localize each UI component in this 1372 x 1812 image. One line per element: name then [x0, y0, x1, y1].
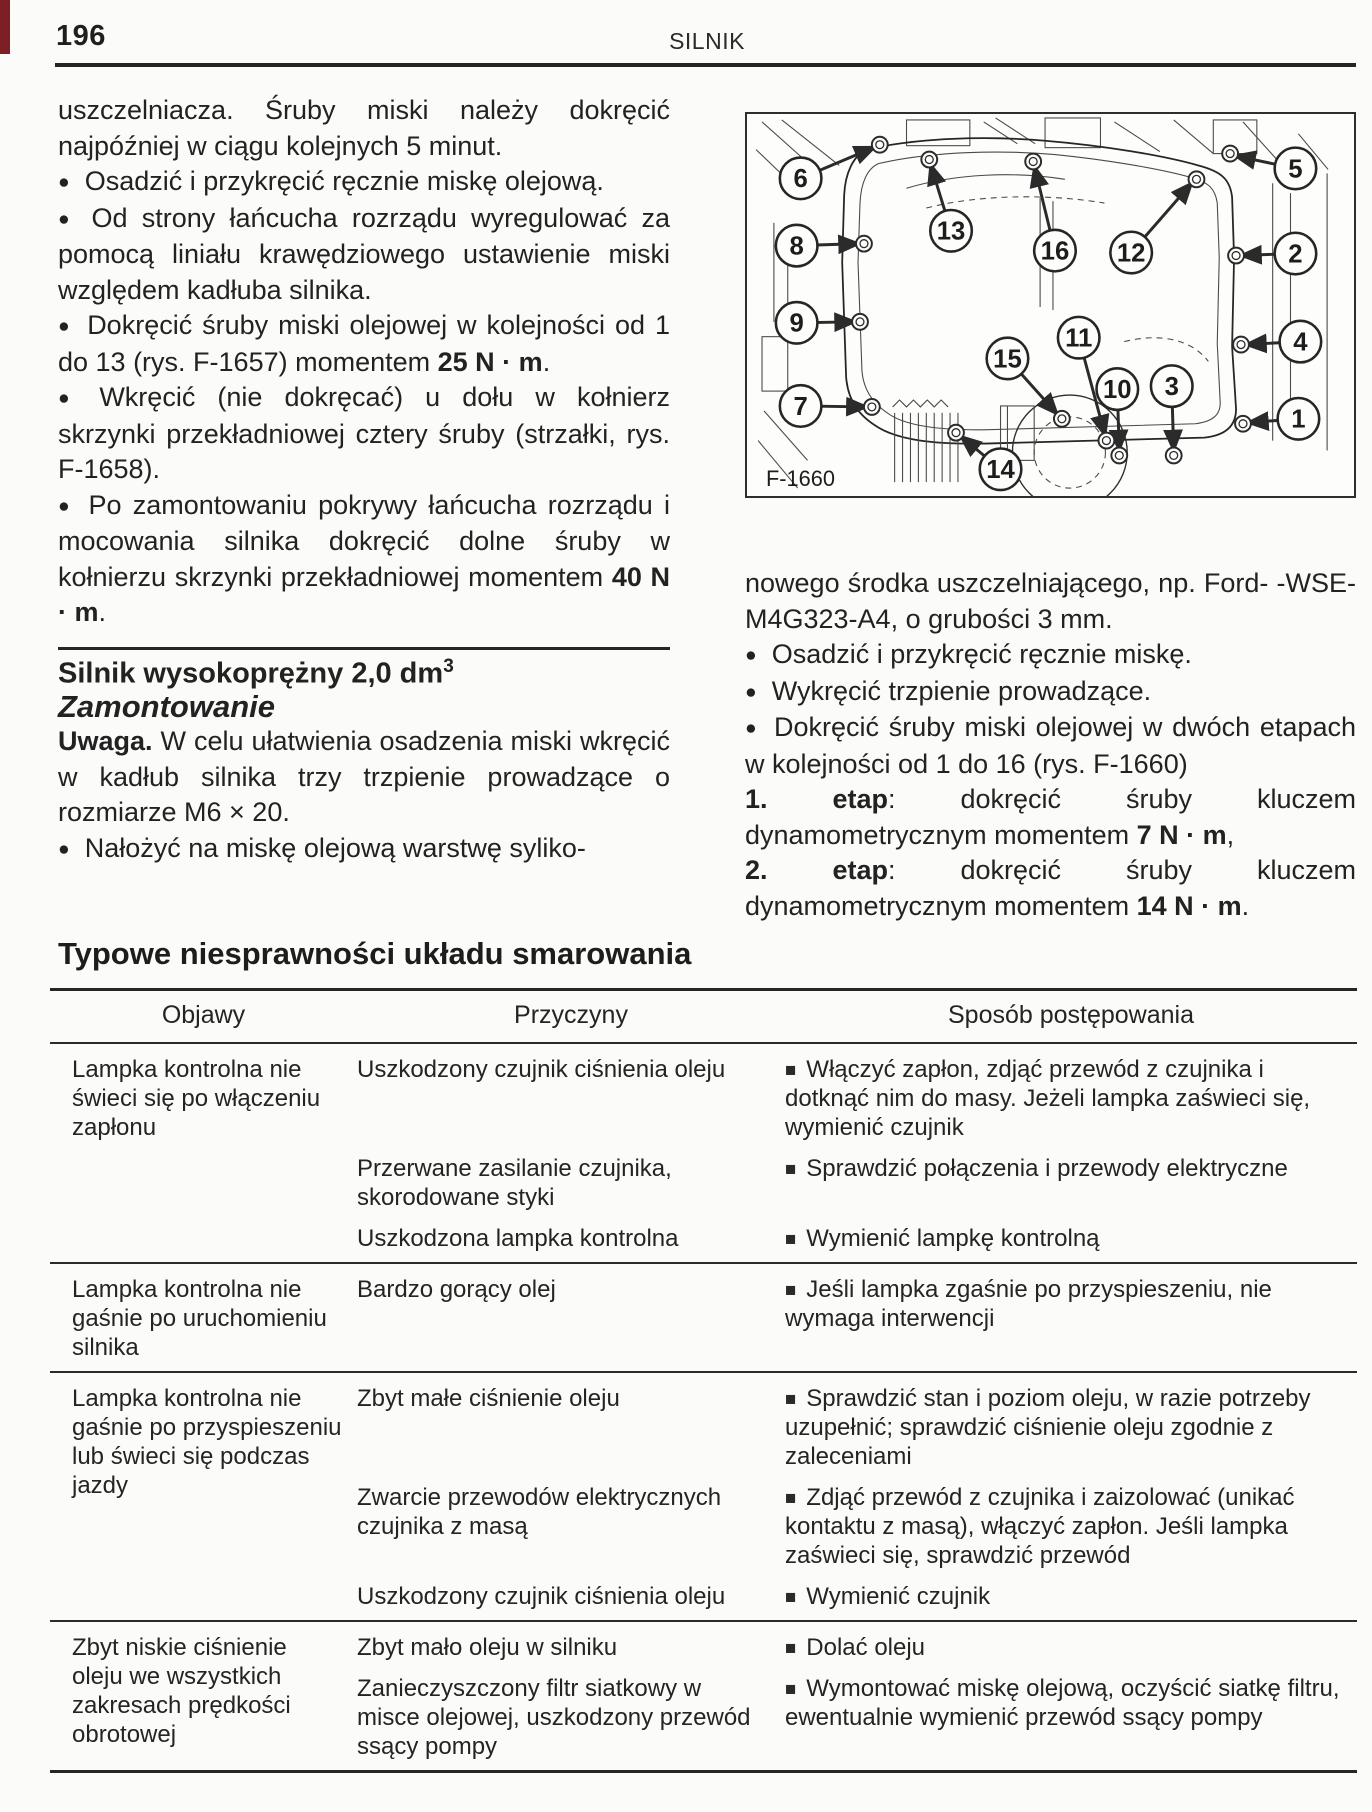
bullet-remove-pins: ● Wykręcić trzpienie prowadzące.: [745, 674, 1356, 711]
callout-15: [987, 338, 1029, 380]
table-header-row: [50, 991, 1357, 1044]
svg-text:1: 1: [1291, 405, 1306, 434]
page-header-title: SILNIK: [669, 28, 745, 54]
callout-9: [776, 302, 818, 344]
svg-text:9: 9: [789, 309, 804, 338]
cause: Uszkodzony czujnik ciśnienia oleju: [357, 1056, 726, 1083]
callout-5: [1275, 148, 1317, 190]
faults-table: [50, 988, 1357, 1773]
right-column: [745, 566, 1356, 924]
remedy: ■ Sprawdzić połączenia i przewody elektryczne: [785, 1154, 1357, 1212]
cause-remedy-pair: [357, 1384, 1357, 1471]
cause: Uszkodzona lampka kontrolna: [357, 1225, 679, 1252]
cause-remedy-pair: [357, 1483, 1357, 1570]
bullet-final-torque-text: Po zamontowaniu pokrywy łańcucha rozrządu i mocowania silnika dokręcić dolne śruby w kołnierzu skrzynki przekładniowej momentem: [58, 489, 671, 592]
svg-text:14: 14: [986, 456, 1015, 485]
cause-remedy-pair: [357, 1275, 1357, 1333]
oil-pan-drawing: [747, 114, 1354, 496]
svg-text:2: 2: [1288, 240, 1303, 269]
callout-1: [1278, 398, 1320, 440]
symptom: Lampka kontrolna nie gaśnie po uruchomieniu silnika: [72, 1276, 327, 1361]
remedy: ■ Zdjąć przewód z czujnika i zaizolować (unikać kontaktu z masą), włączyć zapłon. Jeśli lampka zaświeci się, sprawdzić przewód: [785, 1483, 1357, 1570]
note-label: Uwaga.: [58, 726, 153, 757]
table-row: [50, 1371, 1357, 1620]
symptom: Zbyt niskie ciśnienie oleju we wszystkich zakresach prędkości obrotowej: [72, 1634, 291, 1748]
remedy: ■ Włączyć zapłon, zdjąć przewód z czujnika i dotknąć nim do masy. Jeżeli lampka zaświeci się, wymienić czujnik: [785, 1055, 1357, 1142]
svg-text:3: 3: [1164, 373, 1179, 402]
page-number: 196: [56, 20, 106, 52]
engine-section-heading: Silnik wysokoprężny 2,0 $dm^3$: [58, 655, 454, 690]
remedy: ■ Jeśli lampka zgaśnie po przyspieszeniu, nie wymaga interwencji: [785, 1275, 1357, 1333]
svg-text:12: 12: [1116, 239, 1146, 268]
callout-10: [1097, 368, 1139, 410]
torque-value-14: 14 N · m: [1136, 890, 1242, 921]
callout-16: [1034, 230, 1076, 272]
cause-remedy-pair: [357, 1154, 1357, 1212]
callout-8: [776, 225, 818, 267]
remedy: ■ Wymienić lampkę kontrolną: [785, 1224, 1357, 1253]
paragraph-sealant: nowego środka uszczelniającego, np. Ford- -WSE-M4G323-A4, o grubości 3 mm.: [745, 568, 1356, 634]
callout-arrows: [797, 147, 1301, 470]
cause: Zbyt małe ciśnienie oleju: [357, 1385, 620, 1412]
cause-remedy-pair: [357, 1633, 1357, 1662]
svg-text:16: 16: [1040, 237, 1070, 266]
cause-remedy-pair: [357, 1674, 1357, 1761]
paragraph-continuation: uszczelniacza. Śruby miski należy dokręcić najpóźniej w ciągu kolejnych 5 minut.: [58, 95, 670, 161]
svg-text:8: 8: [789, 232, 804, 261]
cause: Zanieczyszczony filtr siatkowy w misce olejowej, uszkodzony przewód ssący pompy: [357, 1675, 751, 1760]
cause-remedy-pair: [357, 1055, 1357, 1142]
col-header-causes: Przyczyny: [514, 1001, 628, 1029]
remedy: ■ Wymienić czujnik: [785, 1582, 1357, 1611]
cause: Uszkodzony czujnik ciśnienia oleju: [357, 1583, 726, 1610]
bullet-mount-pan: ● Osadzić i przykręcić ręcznie miskę olejową.: [58, 164, 670, 201]
callout-11: [1058, 317, 1100, 359]
figure-oil-pan-diagram: [745, 112, 1356, 498]
bullet-align-pan: ● Od strony łańcucha rozrządu wyregulować za pomocą liniału krawędziowego ustawienie miski względem kadłuba silnika.: [58, 201, 670, 309]
faults-section-title: Typowe niesprawności układu smarowania: [58, 936, 692, 971]
torque-value-25: 25 N · m: [437, 346, 543, 377]
svg-text:10: 10: [1102, 376, 1132, 405]
figure-label: F-1660: [765, 466, 835, 492]
col-header-procedure: Sposób postępowania: [947, 1001, 1195, 1029]
bullet-seat-pan: ● Osadzić i przykręcić ręcznie miskę.: [745, 637, 1356, 674]
stage-1-line: 1. etap: dokręcić śruby kluczem dynamometrycznym momentem 7 N · m,: [745, 784, 1356, 850]
callout-6: [780, 158, 822, 200]
pan-bolts: [852, 137, 1251, 464]
cause-remedy-pair: [357, 1582, 1357, 1611]
bullet-silicone: ● Nałożyć na miskę olejową warstwę syliko-: [58, 831, 670, 868]
stage-2-line: 2. etap: dokręcić śruby kluczem dynamometrycznym momentem 14 N · m.: [745, 855, 1356, 921]
symptom: Lampka kontrolna nie świeci się po włączeniu zapłonu: [72, 1056, 321, 1141]
bullet-two-stages: ● Dokręcić śruby miski olejowej w dwóch etapach w kolejności od 1 do 16 (rys. F-1660): [745, 710, 1356, 782]
stage-1-label: 1. etap: [745, 784, 888, 814]
bullet-gearbox-screws: ● Wkręcić (nie dokręcać) u dołu w kołnierz skrzynki przekładniowej cztery śruby (strzałki, rys. F-1658).: [58, 380, 670, 488]
torque-value-40: 40 N · m: [58, 561, 670, 627]
svg-text:15: 15: [993, 345, 1022, 374]
svg-text:7: 7: [793, 392, 808, 421]
bullet-torque-13: ● Dokręcić śruby miski olejowej w kolejności od 1 do 13 (rys. F-1657) momentem 25 N · m.: [58, 308, 670, 380]
remedy: ■ Wymontować miskę olejową, oczyścić siatkę filtru, ewentualnie wymienić przewód ssący pompy: [785, 1674, 1357, 1761]
callout-13: [930, 210, 972, 252]
scan-edge-artifact: [0, 0, 10, 54]
callout-12: [1110, 232, 1152, 274]
svg-text:11: 11: [1065, 324, 1093, 353]
note-paragraph: Uwaga. W celu ułatwienia osadzenia miski wkręcić w kadłub silnika trzy trzpienie prowadzące o rozmiarze M6 × 20.: [58, 726, 670, 828]
svg-text:6: 6: [793, 165, 808, 194]
left-column: [58, 93, 670, 867]
cause-remedy-pair: [357, 1224, 1357, 1253]
remedy: ■ Dolać oleju: [785, 1633, 1357, 1662]
cause: Przerwane zasilanie czujnika, skorodowane styki: [357, 1155, 672, 1211]
svg-text:4: 4: [1293, 328, 1308, 357]
bullet-final-torque: ● Po zamontowaniu pokrywy łańcucha rozrządu i mocowania silnika dokręcić dolne śruby w kołnierzu skrzynki przekładniowej momentem 40 N · m.: [58, 488, 670, 631]
cause: Bardzo gorący olej: [357, 1276, 556, 1303]
table-row: [50, 1262, 1357, 1371]
superscript-3: 3: [443, 655, 454, 677]
col-header-symptoms: Objawy: [161, 1001, 246, 1029]
callout-3: [1151, 365, 1193, 407]
callout-7: [780, 385, 822, 427]
install-subheading: Zamontowanie: [58, 689, 276, 725]
symptom: Lampka kontrolna nie gaśnie po przyspieszeniu lub świeci się podczas jazdy: [72, 1385, 342, 1499]
svg-text:13: 13: [936, 217, 966, 246]
header-rule: [55, 63, 1356, 67]
bullet-torque-13-text: Dokręcić śruby miski olejowej w kolejności od 1 do 13 (rys. F-1657) momentem: [58, 310, 670, 377]
remedy: ■ Sprawdzić stan i poziom oleju, w razie potrzeby uzupełnić; sprawdzić ciśnienie oleju zgodnie z zaleceniami: [785, 1384, 1357, 1471]
cause: Zwarcie przewodów elektrycznych czujnika z masą: [357, 1484, 722, 1540]
callout-14: [980, 448, 1022, 490]
callout-4: [1280, 321, 1322, 363]
table-row: [50, 1044, 1357, 1262]
cause: Zbyt mało oleju w silniku: [357, 1634, 618, 1661]
stage-2-label: 2. etap: [745, 855, 888, 885]
callout-2: [1275, 233, 1317, 275]
table-row: [50, 1620, 1357, 1770]
torque-value-7: 7 N · m: [1136, 819, 1227, 850]
svg-text:5: 5: [1288, 155, 1303, 184]
